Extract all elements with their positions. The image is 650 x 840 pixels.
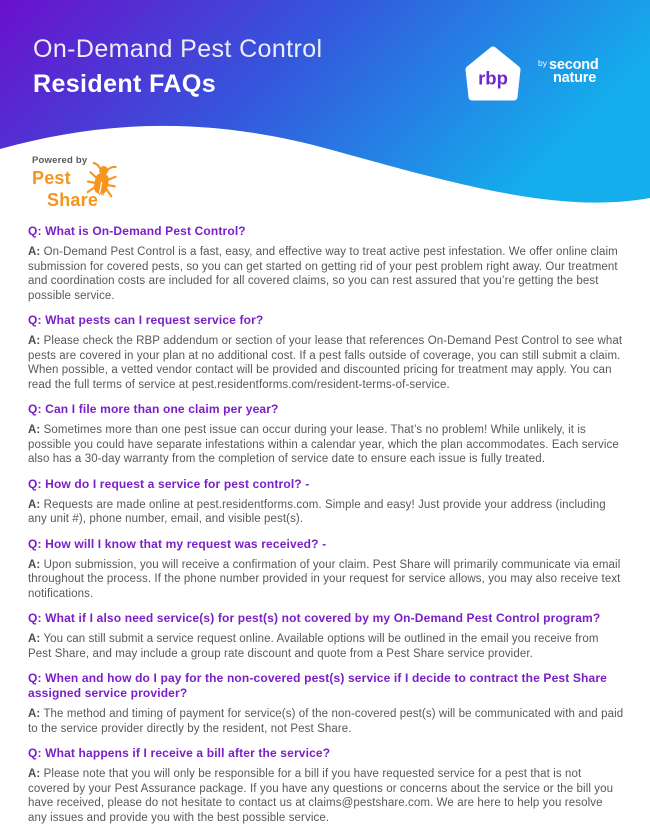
by-label: by [538,58,547,68]
question-prefix: Q: [28,313,42,327]
answer-prefix: A: [28,768,41,780]
share-wordmark: Share™ [47,190,106,210]
question-prefix: Q: [28,671,42,685]
answer-text: Requests are made online at pest.residentforms.com. Simple and easy! Just provide your address (including any unit #), phone number, email, and visible pest(s). [28,498,606,525]
faq-answer [28,707,624,736]
answer-text: The method and timing of payment for service(s) of the non-covered pest(s) will be communicated with and paid to the service provider directly by the resident, not Pest Share. [28,708,624,735]
page-title: On-Demand Pest Control [33,35,323,63]
answer-text: You can still submit a service request online. Available options will be outlined in the email you receive from Pest Share, and may include a group rate discount and quote from a Pest Share service provider. [28,633,599,660]
answer-prefix: A: [28,246,41,258]
trademark-symbol: ™ [98,193,106,200]
rbp-logo [461,42,525,108]
powered-by-label: Powered by [32,155,88,166]
pestshare-logo [32,155,162,217]
answer-text: Please note that you will only be responsible for a bill if you have requested service for a pest that is not covered by your Pest Assurance package. If you have any questions or concerns about the service or the bill you have received, please do not hesitate to contact us at claims@pestshare.com. We are here to help you resolve any issues and provide you with the best possible service. [28,768,614,824]
question-prefix: Q: [28,611,42,625]
question-prefix: Q: [28,224,42,238]
faq-answer [28,334,624,392]
answer-prefix: A: [28,633,41,645]
question-text: Can I file more than one claim per year? [45,402,279,416]
answer-prefix: A: [28,424,41,436]
question-text: What is On-Demand Pest Control? [45,224,246,238]
faq-question [28,537,624,552]
brand-second: second [548,57,599,73]
question-text: What happens if I receive a bill after the service? [45,746,331,760]
pest-wordmark: Pest [32,168,71,188]
answer-prefix: A: [28,498,41,511]
faq-item [28,477,624,527]
question-text: What if I also need service(s) for pest(s) not covered by my On-Demand Pest Control program? [45,611,601,625]
faq-item [28,224,624,303]
answer-text: Upon submission, you will receive a confirmation of your claim. Pest Share will primarily communicate via email throughout the process. If the phone number provided in your request for service allows, you may also receive text notifications. [28,558,621,600]
faq-answer [28,632,624,661]
faq-list [28,224,624,825]
answer-text: Sometimes more than one pest issue can occur during your lease. That’s no problem! While unlikely, it is possible you could have separate infestations within a calendar year, which the plan accommodates. Each service also has a 30-day warranty from the completion of service date to ensure each issue is fully treated. [28,424,619,465]
answer-prefix: A: [28,558,41,571]
faq-answer [28,558,624,602]
second-nature-logo [538,57,599,85]
faq-answer [28,498,624,527]
faq-question [28,224,624,239]
rbp-logo-text: rbp [478,67,508,89]
faq-item [28,537,624,602]
faq-question [28,671,624,701]
faq-answer [28,245,624,303]
question-text: What pests can I request service for? [45,313,264,327]
faq-question [28,402,624,417]
faq-item [28,402,624,467]
answer-text: On-Demand Pest Control is a fast, easy, and effective way to treat active pest infestation. We offer online claim submission for covered pests, so you can get started on getting rid of your pest problem right away. Our treatment and coordination costs are included for all covered claims, so you can rest assured that you’re getting the best possible service. [28,246,618,302]
question-text: When and how do I pay for the non-covered pest(s) service if I decide to contract the Pest Share assigned service provider? [28,671,607,700]
faq-answer [28,423,624,467]
faq-question [28,746,624,761]
faq-item [28,313,624,392]
answer-prefix: A: [28,708,41,720]
faq-item [28,671,624,736]
question-prefix: Q: [28,746,42,760]
question-prefix: Q: [28,402,42,416]
question-text: How do I request a service for pest control? - [45,476,310,491]
bug-icon [86,161,118,199]
question-prefix: Q: [28,476,42,491]
answer-prefix: A: [28,335,41,347]
header-titles [33,34,322,99]
faq-item [28,746,624,825]
faq-question [28,611,624,626]
faq-item [28,611,624,661]
question-text: How will I know that my request was received? - [45,536,327,551]
faq-answer [28,767,624,825]
page-subtitle: Resident FAQs [33,70,217,98]
faq-question [28,313,624,328]
faq-question [28,477,624,492]
answer-text: Please check the RBP addendum or section of your lease that references On-Demand Pest Control to see what pests are covered in your plan at no additional cost. If a pest falls outside of coverage, you can still submit a claim. When possible, a vetted vendor contact will be provided and discounted pricing for treatment may apply. You can read the full terms of service at pest.residentforms.com/resident-terms-of-service. [28,335,623,391]
question-prefix: Q: [28,536,42,551]
brand-nature: nature [553,70,597,86]
